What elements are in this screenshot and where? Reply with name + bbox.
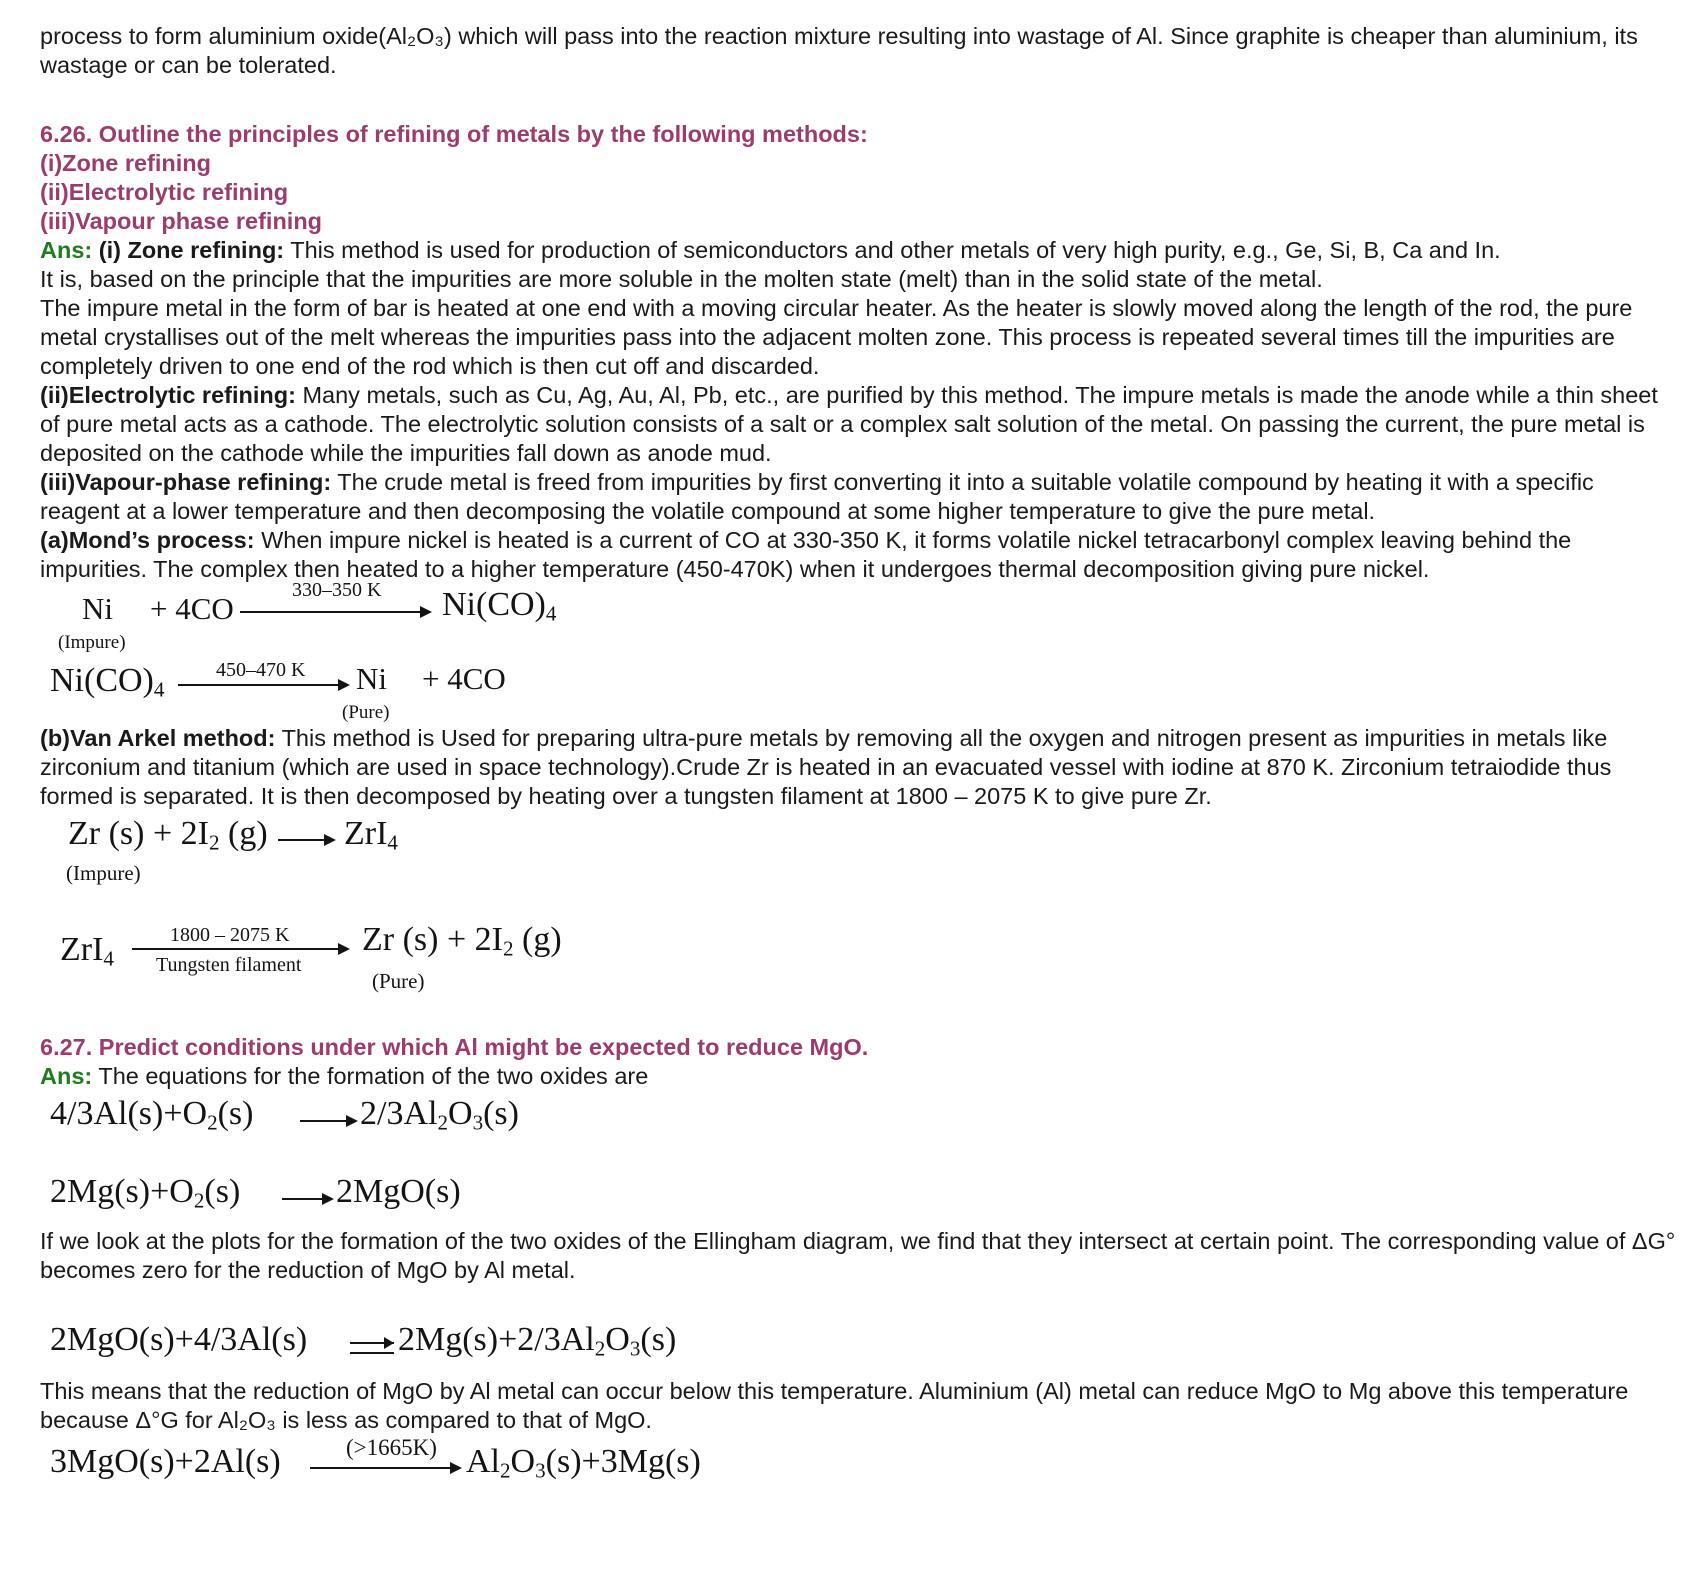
al-oxide-formation-equation: [40, 1091, 1680, 1173]
zone-refining-paragraph: [40, 236, 1680, 265]
eq-product: ZrI$_4$: [344, 815, 398, 855]
eq-product-note: (Pure): [372, 969, 425, 993]
zone-refining-principle: It is, based on the principle that the impurities are more soluble in the molten state (melt) than in the solid state of the metal.: [40, 266, 1323, 292]
eq-product: Ni: [356, 661, 387, 696]
question-6-26-item-2: (ii)Electrolytic refining: [40, 179, 289, 205]
mond-process-label: (a)Mond’s process:: [40, 527, 255, 553]
ellingham-paragraph: If we look at the plots for the formation of the two oxides of the Ellingham diagram, we find that they intersect at certain point. The corresponding value of ΔG° becomes zero for the reduction of MgO by Al metal.: [40, 1228, 1676, 1283]
reaction-arrow-line: [132, 948, 338, 950]
van-arkel-label: (b)Van Arkel method:: [40, 725, 276, 751]
mond-process-paragraph: [40, 526, 1680, 584]
eq-rhs: $2Mg(s)+2/3Al_2O_3(s)$: [398, 1321, 677, 1361]
van-arkel-paragraph: [40, 724, 1680, 811]
van-arkel-equation-1: [40, 811, 1680, 921]
question-6-26-item-1: (i)Zone refining: [40, 150, 212, 176]
van-arkel-text: This method is Used for preparing ultra-pure metals by removing all the oxygen and nitrogen present as impurities in metals like zirconium and titanium (which are used in space technology).Crude Zr is heated in an evacuated vessel with iodine at 870 K. Zirconium tetraiodide thus formed is separated. It is then decomposed by heating over a tungsten filament at 1800 – 2075 K to give pure Zr.: [40, 725, 1612, 809]
mgo-reduction-equilibrium-equation: [40, 1321, 1680, 1377]
eq-product-extra: + 4CO: [422, 661, 506, 696]
eq-rhs: $Al_2O_3(s)+3Mg(s)$: [466, 1443, 701, 1483]
answer-label: Ans:: [40, 237, 93, 263]
eq-lhs: $2Mg(s)+O_2(s)$: [50, 1173, 241, 1213]
arrow-head-icon: [324, 834, 336, 846]
answer-text: The equations for the formation of the two oxides are: [92, 1063, 649, 1089]
arrow-head-icon: [346, 1115, 358, 1127]
van-arkel-equation-2: [40, 921, 1680, 1013]
question-6-26-title: 6.26. Outline the principles of refining of metals by the following methods:: [40, 121, 868, 147]
eq-product: Zr $(s) + 2I_2$ (g): [362, 921, 562, 961]
eq-lhs: 3MgO(s)+2Al(s): [50, 1443, 281, 1480]
vapour-phase-text: The crude metal is freed from impurities by first converting it into a suitable volatile compound by heating it with a specific reagent at a lower temperature and then decomposing the volatile compound at some higher temperature to give the pure metal.: [40, 469, 1594, 524]
eq-reactant-note: (Impure): [58, 632, 126, 653]
answer-label: Ans:: [40, 1063, 93, 1089]
question-6-27-title: 6.27. Predict conditions under which Al might be expected to reduce MgO.: [40, 1034, 869, 1060]
vapour-phase-paragraph: [40, 468, 1680, 526]
eq-condition-bottom: Tungsten filament: [156, 954, 302, 976]
reduction-conclusion-paragraph: This means that the reduction of MgO by Al metal can occur below this temperature. Aluminium (Al) metal can reduce MgO to Mg above this temperature because Δ°G for Al₂O₃ is less as compared to that of MgO.: [40, 1378, 1629, 1433]
equilibrium-forward-head-icon: [384, 1337, 394, 1349]
mgo-reduction-equation: [40, 1435, 1680, 1495]
reaction-arrow-line: [178, 684, 338, 686]
arrow-head-icon: [338, 679, 350, 691]
eq-lhs: Zr $(s) + 2I_2$ (g): [68, 815, 268, 855]
reaction-arrow-line: [282, 1198, 322, 1200]
eq-reactant: $Ni(CO)_4$: [50, 662, 165, 702]
vapour-phase-label: (iii)Vapour-phase refining:: [40, 469, 332, 495]
zone-refining-label: (i) Zone refining:: [98, 237, 285, 263]
intro-paragraph: process to form aluminium oxide(Al₂O₃) which will pass into the reaction mixture resulting into wastage of Al. Since graphite is cheaper than aluminium, its wastage or can be tolerated.: [40, 23, 1638, 78]
question-6-26-item-3: (iii)Vapour phase refining: [40, 208, 323, 234]
arrow-head-icon: [322, 1193, 334, 1205]
zone-refining-text: This method is used for production of semiconductors and other metals of very high purity, e.g., Ge, Si, B, Ca and In.: [284, 237, 1501, 263]
reaction-arrow-line: [240, 611, 420, 613]
reaction-arrow-line: [300, 1120, 346, 1122]
arrow-head-icon: [450, 1462, 462, 1474]
eq-condition: 450–470 K: [216, 659, 306, 681]
eq-reactant: ZrI$_4$: [60, 931, 114, 971]
eq-reagent: + 4CO: [150, 591, 234, 626]
question-6-27-answer: [40, 1062, 1680, 1091]
mond-process-text: When impure nickel is heated is a current of CO at 330-350 K, it forms volatile nickel tetracarbonyl complex leaving behind the impurities. The complex then heated to a higher temperature (450-470K) when it undergoes thermal decomposition giving pure nickel.: [40, 527, 1572, 582]
mond-equation-2: [40, 652, 1680, 724]
eq-product-note: (Pure): [342, 702, 390, 723]
electrolytic-refining-paragraph: [40, 381, 1680, 468]
eq-rhs: $2/3Al_2O_3(s)$: [360, 1095, 519, 1135]
eq-reactant: Ni: [82, 591, 113, 626]
reaction-arrow-line: [278, 839, 324, 841]
electrolytic-refining-label: (ii)Electrolytic refining:: [40, 382, 296, 408]
eq-condition: (>1665K): [346, 1435, 437, 1460]
arrow-head-icon: [420, 606, 432, 618]
eq-condition: 330–350 K: [292, 579, 382, 601]
reaction-arrow-line: [310, 1467, 450, 1469]
eq-lhs: 2MgO(s)+4/3Al(s): [50, 1321, 308, 1358]
mond-equation-1: [40, 579, 1680, 653]
equilibrium-arrow-bottom: [350, 1352, 394, 1354]
eq-lhs: $4/3Al(s)+O_2(s)$: [50, 1095, 254, 1135]
mg-oxide-formation-equation: [40, 1173, 1680, 1227]
arrow-head-icon: [338, 943, 350, 955]
document-page: [40, 22, 1680, 1495]
zone-refining-process: The impure metal in the form of bar is heated at one end with a moving circular heater. As the heater is slowly moved along the length of the rod, the pure metal crystallises out of the melt whereas the impurities pass into the adjacent molten zone. This process is repeated several times till the impurities are completely driven to one end of the rod which is then cut off and discarded.: [40, 295, 1633, 379]
eq-product: $Ni(CO)_4$: [442, 586, 557, 626]
electrolytic-refining-text: Many metals, such as Cu, Ag, Au, Al, Pb, etc., are purified by this method. The impure metals is made the anode while a thin sheet of pure metal acts as a cathode. The electrolytic solution consists of a salt or a complex salt solution of the metal. On passing the current, the pure metal is deposited on the cathode while the impurities fall down as anode mud.: [40, 382, 1658, 466]
eq-rhs: 2MgO(s): [336, 1173, 461, 1210]
eq-lhs-note: (Impure): [66, 861, 141, 885]
eq-condition-top: 1800 – 2075 K: [170, 924, 290, 946]
